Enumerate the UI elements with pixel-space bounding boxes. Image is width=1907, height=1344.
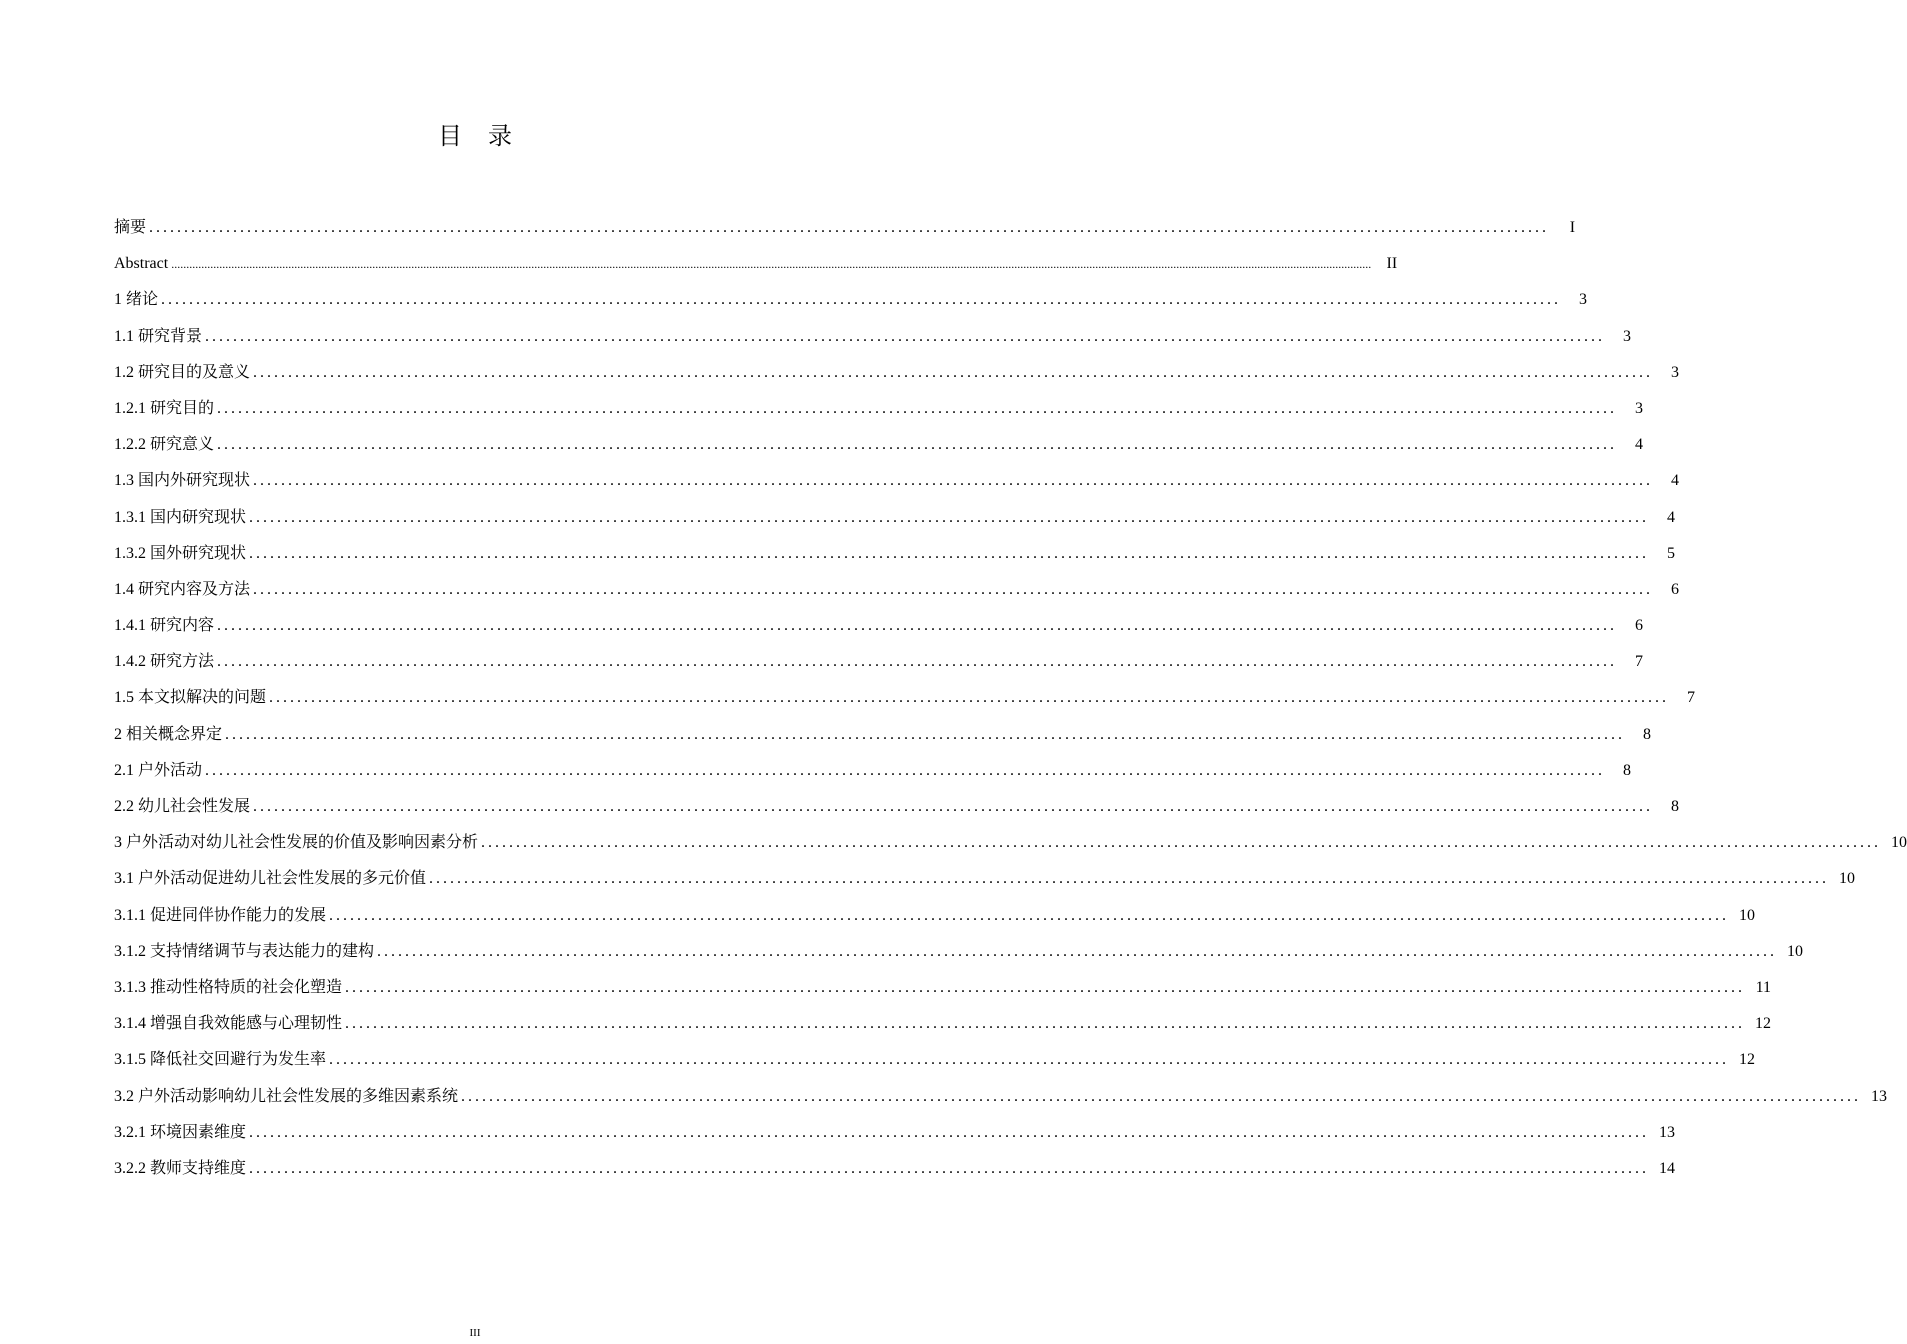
toc-entry[interactable] [114,463,1680,499]
toc-entry-label: 1 绪论 [114,291,159,309]
toc-leader-dots: ........................................................................................................................................................................................................ [249,1123,1650,1141]
toc-entry-page: 6 [1635,617,1644,635]
toc-entry[interactable] [114,717,1652,753]
toc-entry-label: 3.1.4 增强自我效能感与心理韧性 [114,1015,343,1033]
toc-entry[interactable] [114,644,1644,680]
toc-entry[interactable] [114,608,1644,644]
toc-leader-dots: ........................................................................................................................................................................................................ [149,219,1550,236]
toc-entry-page: 10 [1739,906,1756,924]
toc-leader-dots: ........................................................................................................................................................................................................ [253,363,1654,381]
toc-leader-dots: ........................................................................................................................................................................................................ [429,870,1830,888]
toc-entry-label: 1.4 研究内容及方法 [114,580,251,598]
toc-entry[interactable] [114,861,1856,897]
toc-entry-label: 3.1 户外活动促进幼儿社会性发展的多元价值 [114,870,427,888]
toc-entry-page: 7 [1687,689,1696,707]
toc-leader-dots: ........................................................................................................................................................................................................ [161,291,1562,309]
toc-leader-dots: ........................................................................................................................................................................................................ [217,617,1618,635]
toc-entry-label: 摘要 [114,219,147,236]
toc-leader-dots: ........................................................................................................................................................................................................ [269,689,1670,707]
toc-entry-page: 10 [1891,834,1907,852]
toc-entry-page: 4 [1667,508,1676,526]
toc-leader-dots: ........................................................................................................................................................................................................ [481,834,1882,852]
toc-leader-dots: ........................................................................................................................................................................................................ [253,798,1654,815]
toc-entry-page: 3 [1623,327,1632,345]
toc-leader-dots: ........................................................................................................................................................................................................ [205,327,1606,345]
toc-entry-label: 3.2.1 环境因素维度 [114,1123,247,1141]
toc-leader-dots: ........................................................................................................................................................................................................ [217,436,1618,454]
toc-entry[interactable] [114,753,1632,789]
toc-entry-page: 11 [1755,978,1772,996]
toc-entry-page: 3 [1579,291,1588,309]
toc-entry[interactable] [114,391,1644,427]
toc-leader-dots: ........................................................................................................................................................................................................ [377,942,1778,960]
table-of-contents [114,210,1907,1187]
toc-leader-dots: ........................................................................................................................................................................................................ [461,1087,1862,1105]
toc-entry[interactable] [114,1042,1756,1078]
toc-leader-dots: ........................................................................................................................................................................................................ [217,653,1618,671]
toc-entry-abstract-en[interactable] [114,246,1398,282]
toc-entry[interactable] [114,282,1588,318]
toc-leader-dots: ........................................................................................................................................................................................................ [345,1015,1746,1033]
toc-entry-label: 3.2.2 教师支持维度 [114,1159,247,1177]
page-title: 目录 [438,124,538,150]
toc-entry-label: 1.1 研究背景 [114,327,203,345]
toc-entry-page: 10 [1839,870,1856,888]
toc-entry[interactable] [114,825,1907,861]
toc-entry[interactable] [114,789,1680,825]
toc-entry-page: 3 [1635,399,1644,417]
toc-entry[interactable] [114,355,1680,391]
toc-entry[interactable] [114,427,1644,463]
toc-entry-page: 13 [1871,1087,1888,1105]
toc-entry[interactable] [114,680,1696,716]
toc-entry[interactable] [114,500,1676,536]
toc-entry[interactable] [114,1115,1676,1151]
toc-entry-page: 6 [1671,580,1680,598]
toc-leader-dots: ........................................................................................................................................................................................................ [329,906,1730,924]
toc-entry-page: 12 [1739,1051,1756,1069]
toc-entry-page: 12 [1755,1015,1772,1033]
toc-entry-label: Abstract [114,255,169,273]
toc-entry-label: 2.2 幼儿社会性发展 [114,798,251,815]
toc-entry-label: 1.4.2 研究方法 [114,653,215,671]
toc-entry-label: 2.1 户外活动 [114,761,203,779]
toc-entry-label: 3.1.2 支持情绪调节与表达能力的建构 [114,942,375,960]
toc-leader-dots: ........................................................................................................................................................................................................ [253,472,1654,490]
toc-entry[interactable] [114,319,1632,355]
toc-leader-dots: ........................................................................................................................................................................................................ [253,580,1654,598]
toc-entry-label: 3.2 户外活动影响幼儿社会性发展的多维因素系统 [114,1087,459,1105]
toc-leader-dots: ........................................................................................................................................................................................................ [205,761,1606,779]
toc-entry-label: 2 相关概念界定 [114,725,223,743]
toc-entry[interactable] [114,536,1676,572]
toc-leader-dots: ........................................................................................................................................................................................................ [249,508,1650,526]
toc-entry-label: 1.2 研究目的及意义 [114,363,251,381]
toc-entry-label: 3.1.3 推动性格特质的社会化塑造 [114,978,343,996]
toc-entry-page: 3 [1671,363,1680,381]
toc-leader-dots: ........................................................................................................................................................................................................ [217,399,1618,417]
toc-entry-abstract-cn[interactable] [114,210,1576,246]
toc-leader-dots: ........................................................................................................................................................................................................ [225,725,1626,743]
toc-entry-page: 5 [1667,544,1676,562]
toc-entry[interactable] [114,1151,1676,1187]
page-number: III [469,1327,481,1339]
toc-entry-label: 1.3.1 国内研究现状 [114,508,247,526]
toc-entry-label: 1.5 本文拟解决的问题 [114,689,267,707]
toc-entry-page: 4 [1671,472,1680,490]
toc-entry-page: 10 [1787,942,1804,960]
toc-entry-label: 1.4.1 研究内容 [114,617,215,635]
toc-entry-label: 1.2.2 研究意义 [114,436,215,454]
toc-entry-label: 1.3.2 国外研究现状 [114,544,247,562]
toc-entry[interactable] [114,1006,1772,1042]
toc-entry-page: 7 [1635,653,1644,671]
toc-entry-page: 8 [1623,761,1632,779]
toc-entry-page: I [1569,219,1576,236]
toc-entry-label: 3.1.5 降低社交回避行为发生率 [114,1051,327,1069]
toc-entry-label: 1.3 国内外研究现状 [114,472,251,490]
toc-entry-label: 3 户外活动对幼儿社会性发展的价值及影响因素分析 [114,834,479,852]
toc-entry-page: 8 [1643,725,1652,743]
toc-entry-page: 4 [1635,436,1644,454]
toc-entry-page: II [1386,255,1398,273]
toc-leader-dots: ........................................................................................................................................................................................................ [249,1159,1650,1177]
toc-entry[interactable] [114,1079,1888,1115]
toc-entry[interactable] [114,934,1804,970]
toc-entry[interactable] [114,970,1772,1006]
toc-entry-page: 13 [1659,1123,1676,1141]
toc-entry[interactable] [114,572,1680,608]
toc-leader-dots: ........................................................................................................................................................................................................ [249,544,1650,562]
toc-entry-page: 14 [1659,1159,1676,1177]
toc-leader-dots: ........................................................................................................................................................................................................ [329,1051,1730,1069]
toc-leader-dots: ........................................................................................................................................................................................................ [345,978,1746,996]
toc-entry-label: 1.2.1 研究目的 [114,399,215,417]
toc-entry[interactable] [114,898,1756,934]
toc-leader-dots: ................................................................................................................................................................................................................................................................................................................................................................................................................ [171,257,1372,272]
toc-entry-label: 3.1.1 促进同伴协作能力的发展 [114,906,327,924]
toc-entry-page: 8 [1671,798,1680,815]
